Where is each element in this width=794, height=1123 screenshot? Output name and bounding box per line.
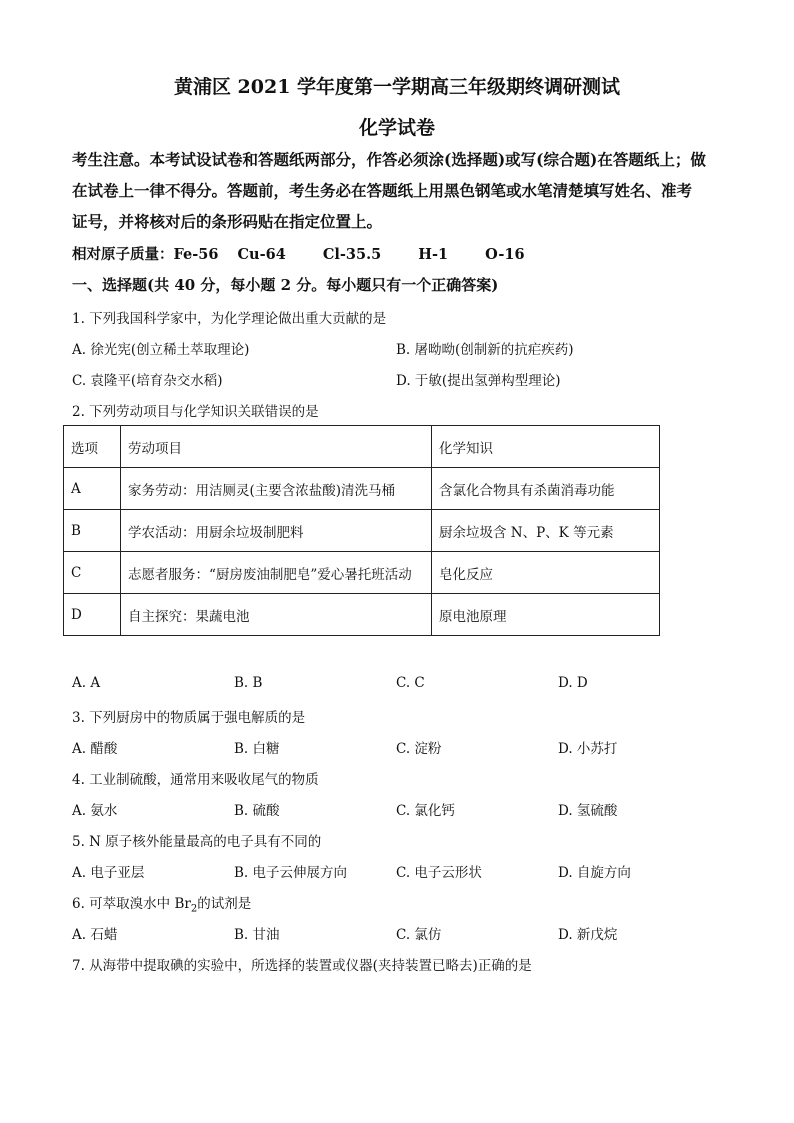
option-d: D. 氢硫酸	[558, 803, 618, 819]
option-d: D. D	[558, 675, 588, 691]
question-2-stem: 2. 下列劳动项目与化学知识关联错误的是	[72, 404, 319, 420]
option-a: A. 氨水	[72, 803, 118, 819]
atomic-mass-item: O-16	[485, 246, 525, 263]
table-row	[64, 468, 660, 510]
option-a: A. 醋酸	[72, 741, 118, 757]
table-header-cell: 选项	[64, 426, 121, 468]
table-header-cell: 化学知识	[432, 426, 660, 468]
table-cell: A	[64, 468, 121, 510]
option-a: A. 石蜡	[72, 927, 118, 943]
table-cell: C	[64, 552, 121, 594]
option-a: A. 电子亚层	[72, 865, 145, 881]
atomic-masses-label: 相对原子质量：Fe-56	[72, 246, 219, 263]
table-cell: 皂化反应	[432, 552, 660, 594]
option-b: B. B	[234, 675, 263, 691]
notice-line-2: 在试卷上一律不得分。答题前，考生务必在答题纸上用黑色钢笔或水笔清楚填写姓名、准考	[72, 181, 693, 200]
table-cell: 家务劳动：用洁厕灵(主要含浓盐酸)清洗马桶	[121, 468, 432, 510]
option-b: B. 甘油	[234, 927, 280, 943]
question-3-stem: 3. 下列厨房中的物质属于强电解质的是	[72, 710, 306, 726]
question-4-stem: 4. 工业制硫酸，通常用来吸收尾气的物质	[72, 772, 319, 788]
notice-line-1: 考生注意。本考试设试卷和答题纸两部分，作答必须涂(选择题)或写(综合题)在答题纸上；做	[72, 150, 706, 169]
option-d: D. 自旋方向	[558, 865, 631, 881]
option-c: C. C	[396, 675, 425, 691]
table-cell: 原电池原理	[432, 594, 660, 636]
option-c: C. 电子云形状	[396, 865, 482, 881]
table-row	[64, 594, 660, 636]
option-b: B. 白糖	[234, 741, 280, 757]
question-5-stem: 5. N 原子核外能量最高的电子具有不同的	[72, 834, 322, 850]
question-6-stem-subscript: 2	[190, 903, 198, 915]
option-a: A. 徐光宪(创立稀土萃取理论)	[72, 342, 250, 358]
option-d: D. 新戊烷	[558, 927, 618, 943]
question-7-stem: 7. 从海带中提取碘的实验中，所选择的装置或仪器(夹持装置已略去)正确的是	[72, 958, 532, 974]
atomic-mass-item: Cu-64	[237, 246, 286, 263]
table-cell: 学农活动：用厨余垃圾制肥料	[121, 510, 432, 552]
option-d: D. 小苏打	[558, 741, 618, 757]
option-c: C. 袁隆平(培育杂交水稻)	[72, 373, 223, 389]
table-cell: 志愿者服务：“厨房废油制肥皂”爱心暑托班活动	[121, 552, 432, 594]
option-c: C. 淀粉	[396, 741, 442, 757]
option-c: C. 氯化钙	[396, 803, 455, 819]
section-heading: 一、选择题(共 40 分，每小题 2 分。每小题只有一个正确答案)	[72, 276, 499, 294]
question-6-stem-text: 6. 可萃取溴水中 Br	[72, 896, 191, 912]
exam-title: 黄浦区 2021 学年度第一学期高三年级期终调研测试	[173, 76, 621, 98]
option-b: B. 电子云伸展方向	[234, 865, 348, 881]
option-d: D. 于敏(提出氢弹构型理论)	[396, 373, 561, 389]
atomic-mass-item: Cl-35.5	[322, 246, 382, 263]
option-c: C. 氯仿	[396, 927, 442, 943]
option-b: B. 屠呦呦(创制新的抗疟疾药)	[396, 342, 574, 358]
table-row	[64, 552, 660, 594]
table-cell: 自主探究：果蔬电池	[121, 594, 432, 636]
table-header-cell: 劳动项目	[121, 426, 432, 468]
option-b: B. 硫酸	[234, 803, 280, 819]
question-1-stem: 1. 下列我国科学家中，为化学理论做出重大贡献的是	[72, 311, 387, 327]
question-6-stem	[72, 892, 251, 915]
notice-line-3: 证号，并将核对后的条形码贴在指定位置上。	[72, 212, 383, 231]
table-cell: D	[64, 594, 121, 636]
option-a: A. A	[72, 675, 101, 691]
question-6-stem-text: 的试剂是	[197, 896, 252, 912]
table-cell: 含氯化合物具有杀菌消毒功能	[432, 468, 660, 510]
exam-notice	[72, 144, 732, 237]
atomic-mass-item: H-1	[418, 246, 449, 263]
table-row	[64, 510, 660, 552]
exam-subtitle: 化学试卷	[358, 117, 435, 139]
question-2-table	[63, 425, 660, 636]
atomic-masses	[72, 243, 557, 264]
table-cell: B	[64, 510, 121, 552]
table-header-row	[64, 426, 660, 468]
table-cell: 厨余垃圾含 N、P、K 等元素	[432, 510, 660, 552]
